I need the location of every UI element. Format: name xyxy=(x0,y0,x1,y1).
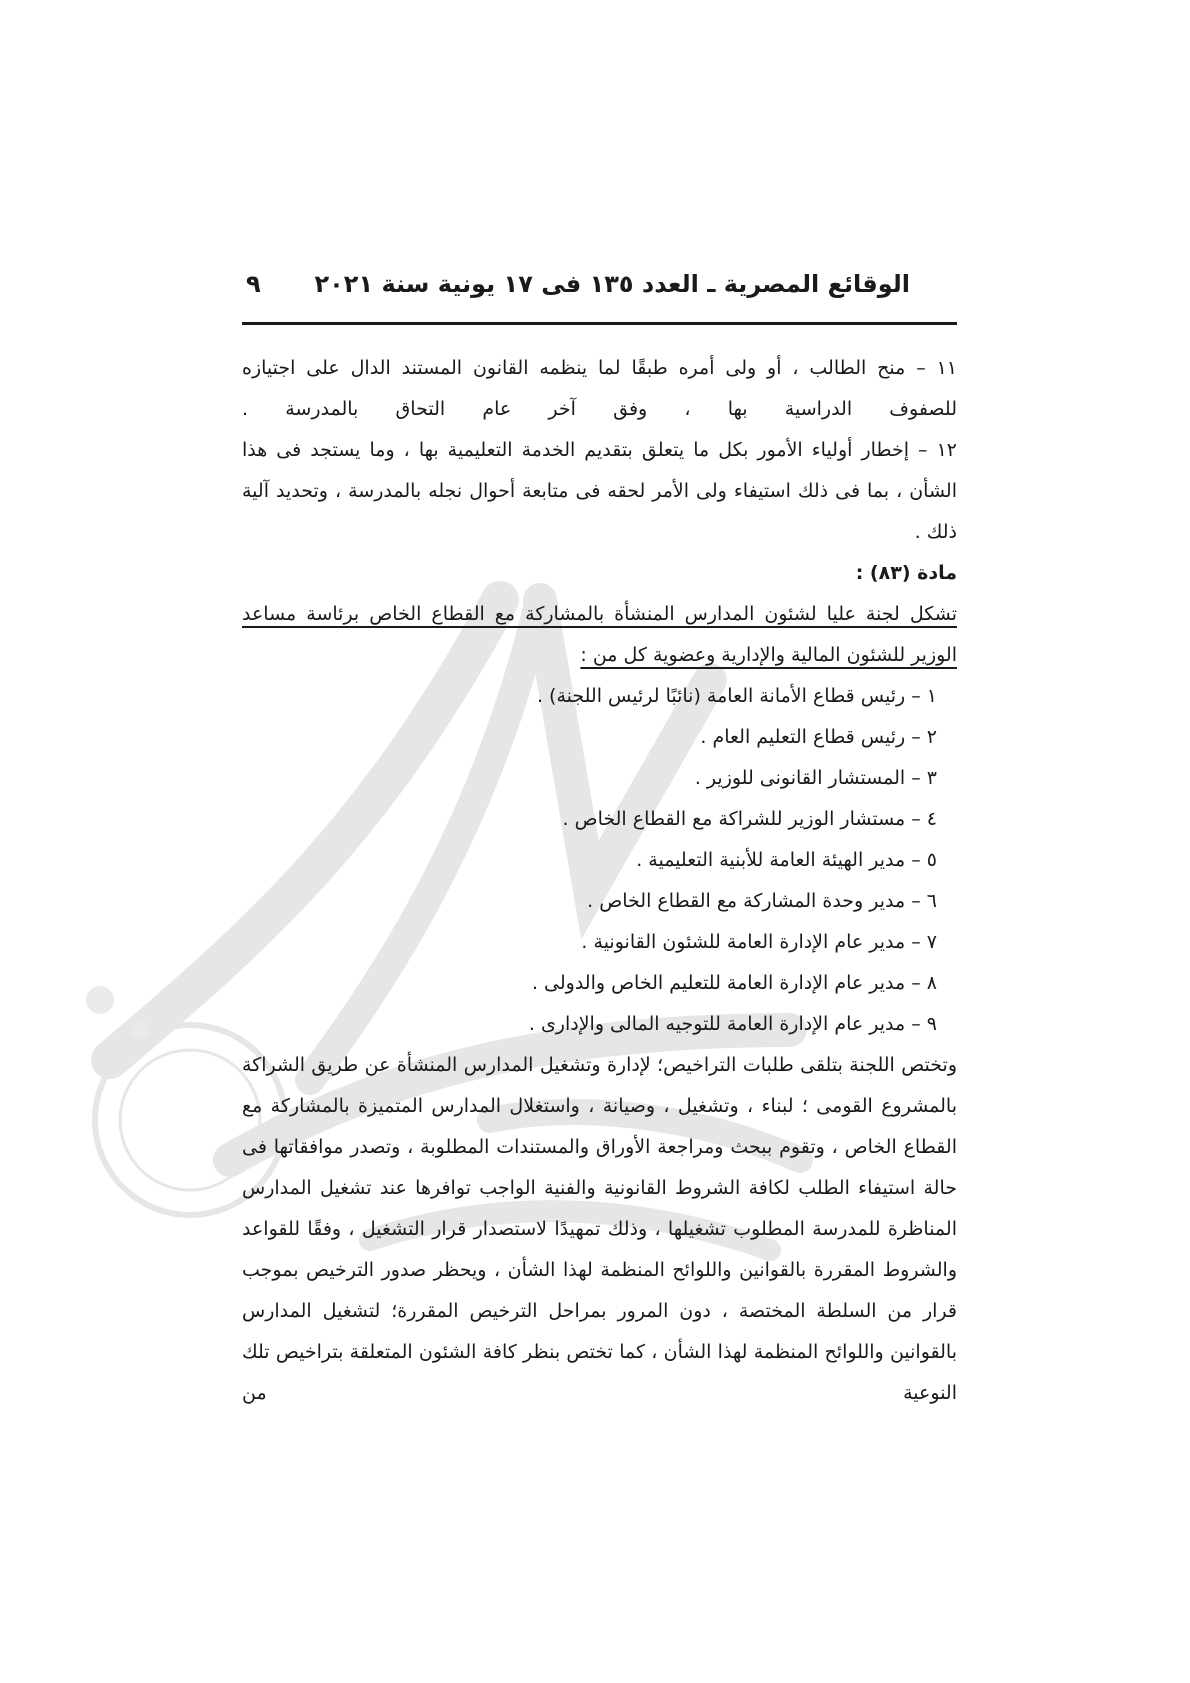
article-intro: تشكل لجنة عليا لشئون المدارس المنشأة بالمشاركة مع القطاع الخاص برئاسة مساعد الوزير للشئون المالية والإدارية وعضوية كل من : xyxy=(242,603,957,666)
document-body xyxy=(242,348,957,1414)
list-item: ٧ – مدير عام الإدارة العامة للشئون القانونية . xyxy=(581,931,937,953)
list-item: ٤ – مستشار الوزير للشراكة مع القطاع الخاص . xyxy=(562,808,937,830)
list-item: ٣ – المستشار القانونى للوزير . xyxy=(694,767,937,789)
list-item: ١ – رئيس قطاع الأمانة العامة (نائبًا لرئيس اللجنة) . xyxy=(536,685,937,707)
list-item: ٩ – مدير عام الإدارة العامة للتوجيه المالى والإدارى . xyxy=(528,1013,937,1035)
gazette-title: الوقائع المصرية ـ العدد ١٣٥ فى ١٧ يونية سنة ٢٠٢١ xyxy=(314,270,910,298)
paragraph-item-11: ١١ – منح الطالب ، أو ولى أمره طبقًا لما ينظمه القانون المستند الدال على اجتيازه للصفوف الدراسية بها ، وفق آخر عام التحاق بالمدرسة . xyxy=(242,357,957,420)
committee-member-list xyxy=(242,676,937,1045)
header-divider xyxy=(242,322,957,325)
paragraph-item-12: ١٢ – إخطار أولياء الأمور بكل ما يتعلق بتقديم الخدمة التعليمية بها ، وما يستجد فى هذا الشأن ، بما فى ذلك استيفاء ولى الأمر لحقه فى متابعة أحوال نجله بالمدرسة ، وتحديد آلية ذلك . xyxy=(242,439,957,543)
list-item: ٢ – رئيس قطاع التعليم العام . xyxy=(700,726,937,748)
page-header xyxy=(240,270,960,310)
list-item: ٥ – مدير الهيئة العامة للأبنية التعليمية . xyxy=(636,849,937,871)
article-closing-paragraph: وتختص اللجنة بتلقى طلبات التراخيص؛ لإدارة وتشغيل المدارس المنشأة عن طريق الشراكة بالمشروع القومى ؛ لبناء ، وتشغيل ، وصيانة ، واستغلال المدارس المتميزة بالمشاركة مع القطاع الخاص ، وتقوم ببحث ومراجعة الأوراق والمستندات المطلوبة ، وتصدر موافقاتها فى حالة استيفاء الطلب لكافة الشروط القانونية والفنية الواجب توافرها عند تشغيل المدارس المناظرة للمدرسة المطلوب تشغيلها ، وذلك تمهيدًا لاستصدار قرار التشغيل ، وفقًا للقواعد والشروط المقررة بالقوانين واللوائح المنظمة لهذا الشأن ، ويحظر صدور الترخيص بموجب قرار من السلطة المختصة ، دون المرور بمراحل الترخيص المقررة؛ لتشغيل المدارس بالقوانين واللوائح المنظمة لهذا الشأن ، كما تختص بنظر كافة الشئون المتعلقة بتراخيص تلك النوعية من xyxy=(242,1054,957,1404)
page-number: ٩ xyxy=(246,270,261,298)
article-heading: مادة (٨٣) : xyxy=(855,562,957,584)
list-item: ٦ – مدير وحدة المشاركة مع القطاع الخاص . xyxy=(587,890,937,912)
list-item: ٨ – مدير عام الإدارة العامة للتعليم الخاص والدولى . xyxy=(531,972,937,994)
